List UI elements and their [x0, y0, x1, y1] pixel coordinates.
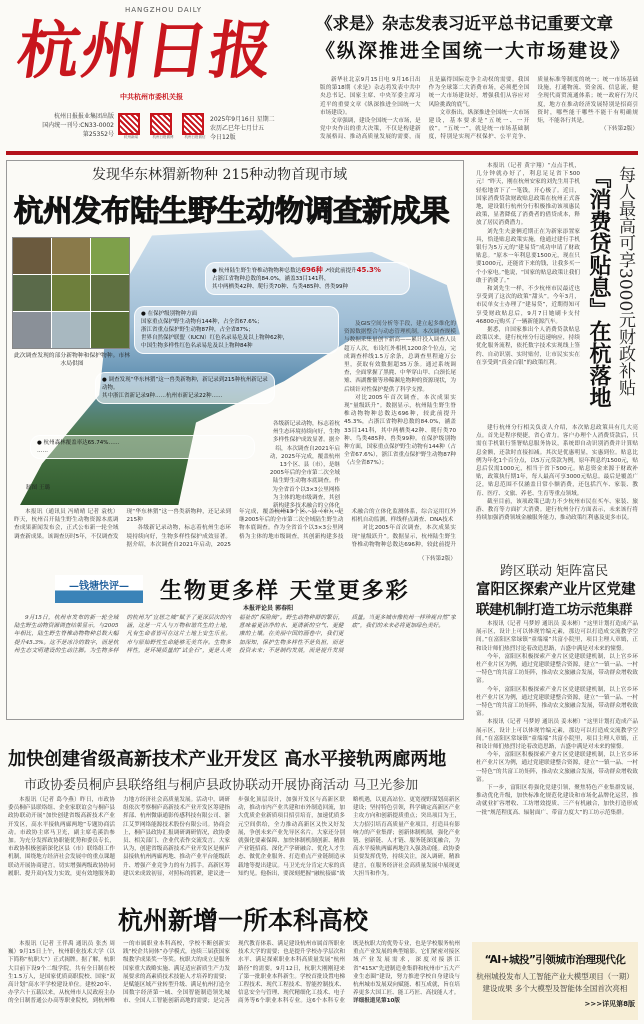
masthead-rule [6, 151, 638, 155]
feature-side-text [344, 320, 456, 512]
ai-promo-box[interactable] [472, 942, 638, 1020]
college-headline: 杭州新增一所本科高校 [118, 906, 369, 935]
commentary-headline: 生物更多样 天堂更多彩 [160, 579, 410, 604]
cppcc-headline: 加快创建省级高新技术产业开发区 高水平接轨两廊两地 [8, 749, 447, 770]
ai-sub1: 杭州城投发布人工智能产业大模型项目（一期） [476, 972, 634, 981]
publication-info [26, 112, 114, 139]
paragraph: 下一步，富阳区将强化党建引领，聚焦特色产业集群发展，推动优化升级，加快标准化规范化建设和市场化品牌化运营，推动就业扩容增收、工坊增效提质、三产有机融合，加快打造形成一批“规范程度高、辐射面广、带富力度大”的工坊示范集群。 [476, 785, 638, 816]
publisher: 杭州日报报业集团出版 [53, 113, 114, 120]
masthead-english-name: HANGZHOU DAILY [125, 6, 202, 14]
commentary-byline: 本报评论员 郭春阳 [243, 605, 294, 612]
cppcc-body [8, 796, 460, 888]
paragraph: 刘先生夫妻俩近期正在为新家添置家具，恰逢贴息政策实施，他通过建行手机银行为5万元的“建易贷”成功申请了财政贴息。“原本一年利息要1500元，现在只要1000元，还能省下来的钱，让我多买一个小家电。”他说，“国家的贴息政策让我们敢于消费了。” [476, 228, 580, 284]
college-body [8, 940, 460, 1020]
see-page-link[interactable]: >>>详见第8版 [584, 1000, 635, 1008]
page-count: 今日12版 [210, 134, 236, 141]
paragraph: 文章指出，纵深推进全国统一大市场建设，基本要求是“五统一、一开放”。“五统一”，就是统一市场基础制度，特别是实现产权保护、公平竞争、质量标准等制度的统一；统一市场基础设施，打通物流、资金流、信息流，健全现代商贸流通体系；统一政府行为尺度，地方在推动经济发展特别是招商引资时，哪些能干哪些不能干有明确规矩，不能各行其是。 [428, 77, 638, 141]
photo [52, 312, 90, 348]
stats-bubble-species: ● 杭州陆生野生脊椎动物物种总数达696种 ↗较此前提升45.3% 占浙江省物种总数的84.0%，涵盖33目141科， 其中两栖类42种、爬行类70种、鸟类485种、兽类99种 [205, 262, 410, 295]
fuyang-headline-1: 富阳区探索产业片区党建 [476, 582, 636, 598]
newspaper-logo: 杭州日报 [12, 14, 280, 87]
paragraph: 新华社北京9月15日电 9月16日出版的第18期《求是》杂志将发表中共中央总书记、国家主席、中央军委主席习近平的重要文章《纵深推进全国统一大市场建设》。 [320, 77, 421, 116]
feature-headline: 杭州发布陆生野生动物调查新成果 [14, 194, 450, 228]
photo [13, 238, 51, 274]
paragraph: 本报讯（记者 王伴禹 通讯员 张杰 周巍）9月15日上午，杭州职业技术大学（以下简称“杭职大”）正式揭牌。据了解，杭职大目前下设9个二级学院，共有全日制在校生1.5万人，是国家优质高职院校、国家“双高计划”高水平学校建设单位。建校20年、办学六十五载以来，从杭州市人民政府主办的全日制普通公办高等职业院校，到杭州唯一的市属职业本科高校，学校不断创新实践“校企共同体”办学模式，连续三届获国家级教学成果奖一等奖。杭职大的成立是服务国家重大战略实施、满足适应新质生产力发展要求的高素质技术技能人才培养的需要；是赋能区域产业转型升级、满足杭州打造全国数字经济第一城、全国智能制造领先城市、全国人工智能创新高地的需要；是完善现代教育体系、满足建设杭州市属首所职业技术大学的需要；也是提升学校办学层次和水平、满足探索职业本科高质量发展“杭州路径”的需要。9月12日，杭职大刚刚迎来了第一批职业本科新生。学校首批设置电梯工程技术、现代工程技术、智能控制技术、信息安全与管理、现代精细化工技术、电子商务等6个职业本科专业。这6个本科专业既是杭职大的优势专业，也是学校服务杭州重点产业发展的典型缩影。它们紧密对接区域产业发展需求，深度对接浙江省“415X”先进制造业集群和杭州市“五大产业生态圈”建设，努力推进学校自身建设与杭州城市发展双向赋能、相互成就，旨在培养更多大国工匠、能工巧匠、高技能人才。 [8, 941, 460, 1005]
paragraph: 今年，富阳区积极探索产业片区党建联建机制，以上官乡环杜产业片区为例，通过党建联建整合资源，建立“一镇一品、一村一特色”的共富工坊矩阵，推动农文旅融合发展，带动群众增收致富。 [476, 752, 638, 783]
lead-headline-1: 《求是》杂志发表习近平总书记重要文章 [316, 14, 613, 33]
qr-label: 杭州日报微博 [152, 135, 174, 139]
qr-label: 杭州新闻 [124, 135, 138, 139]
photo [13, 275, 51, 311]
column-name: 钱塘快评 [79, 581, 119, 592]
cn-number: 国内统一刊号:CN33-0002 [42, 122, 114, 129]
paragraph: 本报讯（记者 黄宇翔）“点点手机，几分钟就办好了，利息足足省下500元！”昨天，刚在杭州安家的刘先生用手机轻松地省下了一笔钱，开心极了。近日，国家消费贷款财政贴息政策在杭州正式落地，建设银行杭州分行积极推动该项惠民政策，显著降低了消费者的借贷成本，释放了居民消费潜力。 [476, 163, 580, 227]
photo [52, 238, 90, 274]
photo [91, 238, 129, 274]
masthead-organ: 中共杭州市委机关报 [120, 93, 183, 101]
photo [52, 275, 90, 311]
consumer-subtitle: 每人最高可享3000元财政补贴 [615, 166, 635, 397]
paragraph: 今年，富阳区积极探索产业片区党建联建机制，以上官乡环杜产业片区为例，通过党建联建整合资源，建立“一镇一品、一村一特色”的共富工坊矩阵，推动农文旅融合发展，带动群众增收致富。 [476, 653, 638, 685]
paragraph: 文章强调，建设全国统一大市场，是党中央作出的重大决策，不仅是构建新发展格局、推动高质量发展的需要，而且是赢得国际竞争主动权的需要。我国作为全球第二大消费市场，必须把全国统一大市场建设好，增强我们从容应对风险挑战的底气。 [320, 77, 530, 141]
paragraph: 截至目前，该项政策已助力不少杭州市民在买车、家装、旅游、教育等方面扩大消费。建行杭州分行方面表示，未来该行将持续加强消费领域金融服务能力，推动政策红利惠及更多市民。 [476, 498, 638, 522]
jump-line: 详细报道见第10版 [353, 998, 400, 1005]
paragraph: 据悉，自国家推出个人消费贷款贴息政策以来，建行杭州分行迅速响应，持续优化服务流程，依托数字技术实现线上签约、自动识别、实时贴付，让市民实实在在享受到“真金白银”的政策红利。 [476, 327, 580, 366]
paragraph: 各级新记录动物，标志着杭州生态环境持续向好，生物多样性保护成效显著。据介绍，本次调查自2021年启动，2025年完成，覆盖杭州13个区、县（市），是继2005年后的全市第二次全域陆生野生动物本底调查。作为全省首个以3×3公里网格为主体的地市级调查，其创新构建多技术融合的立体化监测体系，综合运用红外相机自动监测、样线样点调查、DNA技术 [126, 509, 456, 548]
feature-lead-text [14, 508, 456, 553]
paragraph: 及GIS空间分析等手段，建立起多维化的资源数据整合与动态管理机制。本次调查规模与数据采集量创下新高——累计投入调查人员超万人次，布设红外相机1200余个位点，完成调查样线1.5万余条，总调查里程逾万公里，获取有效数据超35万条。通过系统调查，全面掌握了黑麂、中华穿山甲、白颈长尾雉、西湖鳖鳌等珍稀濒危物种的资源现状，为后续针对性保护提供了科学支撑。 [344, 321, 456, 393]
commentary-body [14, 614, 456, 716]
issue-number: 第25352号 [82, 131, 114, 138]
stats-bubble-forest: ● 杭州森林覆盖率达65.74%…… …… [30, 435, 255, 459]
fuyang-kicker: 跨区联动 矩阵富民 [500, 564, 609, 579]
map-credit: 制图 王璐 [26, 485, 51, 491]
jump-line: （下转第2版） [600, 126, 638, 133]
paragraph: 本报讯（记者 葛今燕）昨日，市政协委员桐庐县联络组、企业家联谊会与桐庐县政协联动开展“加快创建省级高新技术产业开发区，高水平接轨两廊两地”专题协商活动。市政协主席马卫光，副主席毛溪浩参加。为充分发挥政协职能优势和委员专长，市政协积极创新深化区县（市）联络组工作机制，围绕地方经济社会发展中的重点课题联动开展协商建言，切实增强两级政协协同履职、提升双向发力实效，更有效地服务助力地方经济社会高质量发展。活动中，调研组依次考察桐庐高新技术产业开发区筹建指挥部、杭州微康通影传感科技有限公司、浙江艾罗网络能源技术股份有限公司。协商会上，桐庐县政协汇报调研调研情况，政协委员、相关部门、企业代表作交流发言。大家认为，创建省级高新技术产业开发区是桐庐县接轨杭州两廊两地、推动产业平台能级跃升、增强产业竞争力的有力抓手。高新区筹建以来成效初显，对照标的抓紧，建议进一步强化顶层设计，加强开发区与高新区联动，推动市内产业共建和市外制造回流，加大优质企业新质项目招引培育，加速优质多元空间供给，全力推动高新区又快又好发展，争创未来产业先导区名片。大家还分别就强化要素保障、加快体制机制创新、精准产业链招商、深化产学研融合、优化人才生态、做优企业服务、打造重点产业链制造承载地等提出建议。马卫光充分肯定大家的真知灼见。他指出，要深刻把握“融杭接廊”战略机遇，以更高站位、更宽视野谋划高新区建设；坚持特色引领，科学确定高新区产业主攻方向和创新提质重点；突出项目为王，大力招引培育高质量产业项目，打造具有影响力的产业集群；创新体制机制，强化产业链、创新链、人才链、服务链深度融合，为高水平接轨两廊两地注入强劲动能。政协委员要发挥优势，持续关注，深入调研，精准建言，在服务经济社会高质量发展中展现更大担当和作为。 [8, 797, 460, 877]
paragraph: 本报讯（通讯员 冯晴晴 记者 袁枕）昨天，杭州召开陆生野生动物资源本底调查成果新闻发布会，正式公布新一轮全域调查新成果。该调查历时5年，不仅调查发现“华东林猬”这一兽类新物种，还记录到215种 [14, 509, 231, 540]
photo [91, 312, 129, 348]
paragraph: 对比2005年首次调查，本次成果实现“量级跃升”。数据显示，杭州陆生野生脊椎动物物种总数达696种，较此前提升 [351, 525, 456, 548]
qr-code-icon[interactable] [150, 113, 172, 135]
ai-headline: “AI+城投”引领城市治理现代化 [484, 954, 626, 966]
paragraph: 今年，富阳区积极探索产业片区党建联建机制，以上官乡环杜产业片区为例，通过党建联建整合资源，建立“一镇一品、一村一特色”的共富工坊矩阵，推动农文旅融合发展，带动群众增收致富。 [476, 686, 638, 718]
fuyang-headline-2: 联建机制打造工坊示范集群 [476, 602, 632, 618]
ai-sub2: 建设成果 多个大模型及智能体全国首次亮相 [482, 984, 628, 993]
paragraph: 对比2005年首次调查，本次成果实现“量级跃升”。数据显示，杭州陆生野生脊椎动物物种总数达696种，较此前提升45.3%，占浙江省物种总数的84.0%，涵盖33目141科，其中两栖类42种、爬行类70种、鸟类485种、兽类99种。在保护级别物种方面，国家重点保护野生动物有144种（占全省67.6%），浙江省重点保护野生动物87种（占全省87%）； [344, 394, 456, 467]
consumer-headline: 『消费贷贴息』在杭落地 [586, 166, 611, 408]
species-photos [12, 237, 130, 349]
cppcc-subtitle: 市政协委员桐庐县联络组与桐庐县政协联动开展协商活动 马卫光参加 [24, 778, 419, 793]
date-info [210, 115, 275, 142]
feature-jump-line: （下转第2版） [418, 556, 456, 562]
lunar-date: 农历乙巳年七月廿五 [210, 125, 265, 132]
stats-bubble-protected: ● 在保护级别物种方面 国家重点保护野生动物有144种，占全省67.6%； 浙江省重点保护野生动物87种，占全省87%； 世界自然保护联盟（IUCN）红色名录易危及以上物种62种， 中国生物多样性红色名录易危及以上物种84种 [134, 306, 339, 354]
lead-body [320, 76, 638, 146]
date: 2025年9月16日 星期二 [210, 116, 275, 123]
consumer-body-top [476, 162, 580, 424]
paragraph: 本报讯（记者 马梦婷 通讯员 姜未彬）“这里计划打造成产品展示区，设计上可以体现竹编元素，那边可以打造成交流教学空间。”在富阳区常绿镇“童端端”共富小院里，项目主理人章嫣，正和设计师们热烈讨论着改造思路，吉盛中满是对未来的憧憬。 [476, 621, 638, 652]
feature-mid-text: 各级新记录动物，标志着杭州生态环境持续向好，生物多样性保护成效显著。据介绍，本次调查自2021年启动，2025年完成，覆盖杭州13个区、县（市），是继2005年后的全市第二次全域陆生野生动物本底调查。作为全省首个以3×3公里网格为主体的地市级调查，其创新构建多技术融合的立体化 [269, 421, 340, 510]
consumer-body-bottom [476, 424, 638, 548]
qr-code-icon[interactable] [118, 113, 140, 135]
fuyang-body [476, 620, 638, 930]
paragraph: 本报讯（记者 马梦婷 通讯员 姜未彬）“这里计划打造成产品展示区，设计上可以体现竹编元素，那边可以打造成交流教学空间。”在富阳区常绿镇“童端端”共富小院里，项目主理人章嫣，正和设计师们热烈讨论着改造思路，吉盛中满是对未来的憧憬。 [476, 719, 638, 751]
paragraph: 建行杭州分行相关负责人介绍，本次贴息政策具有几大亮点。首先是程序便捷，省心省力。客户办理个人消费贷款后，只需在手机银行签署贴息服务协议，系统即自动识别消费并计算贴息金额，还款时直接扣减。其次是优惠明显，实惠到位。贴息比例为年化1个百分点，以5万元贷款为例，原年利息约1500元，贴息后仅需1000元，相当于省下500元。贴息资金来源于财政补贴，政策执行期1年，每人最高可享3000元贴息。最后是覆盖广泛，贴息范围不仅涵盖日常小额消费，还包括汽车、家装、教育、医疗、文旅、养老、生育等重点领域。 [476, 425, 638, 497]
photo-caption: 此次调查发现的部分新物种和保护物种。市林水局供图 [14, 353, 130, 367]
stats-bubble-new-records: ● 调查发现“华东林猬”这一兽类新物种，新记录到215种杭州新记录动物。 其中浙江省新记录9种……杭州市新记录22种…… [95, 372, 275, 404]
column-banner: —钱塘快评— [55, 575, 143, 603]
feature-kicker: 发现华东林猬新物种 215种动物首现市域 [86, 164, 353, 184]
qr-label: 杭州日报微信 [184, 135, 206, 139]
photo [13, 312, 51, 348]
lead-headline-2: 《纵深推进全国统一大市场建设》 [316, 40, 632, 62]
photo [91, 275, 129, 311]
qr-code-icon[interactable] [182, 113, 204, 135]
paragraph: 9月15日，杭州市发布的新一轮全域陆生野生动物资源调查结果显示，与2005年相比，陆生野生脊椎动物物种总数大幅提升45.3%。这不是冰冷的数字，而是杭州生态文明建设的生动注脚。为生物多样的杭州为“宜居之城”赋予了更深层次的内涵，这是一片人与万物和谐共生的土地，凡有生命者皆可在这片土地上安生乐业。市与原始野性生命能够无美共存。生物多样性，是环境质量的“试金石”，更是人类福祉的“保险阀”。野生动物种群的繁衍，意味着更洁净的水、更清新的空气、更健康的土壤。在美丽中国的画卷中，我们更加深知，保护生物多样性不是负担，而是投资未来；不是制约发展，而是提升发展质量。当更多城市像杭州一样珍视自然“家底”，我们的未来必将更加绿色美好。 [14, 615, 456, 654]
paragraph: 和刘先生一样，不少杭州市民最近也享受到了这次的政策“甜头”。今年3月，市民单女士办理了“建易贷”，近期得知可享受财政贴息后，9月7日她刷卡支付46800元购买了一辆新能源汽车。 [476, 286, 580, 325]
qr-codes [118, 113, 208, 140]
